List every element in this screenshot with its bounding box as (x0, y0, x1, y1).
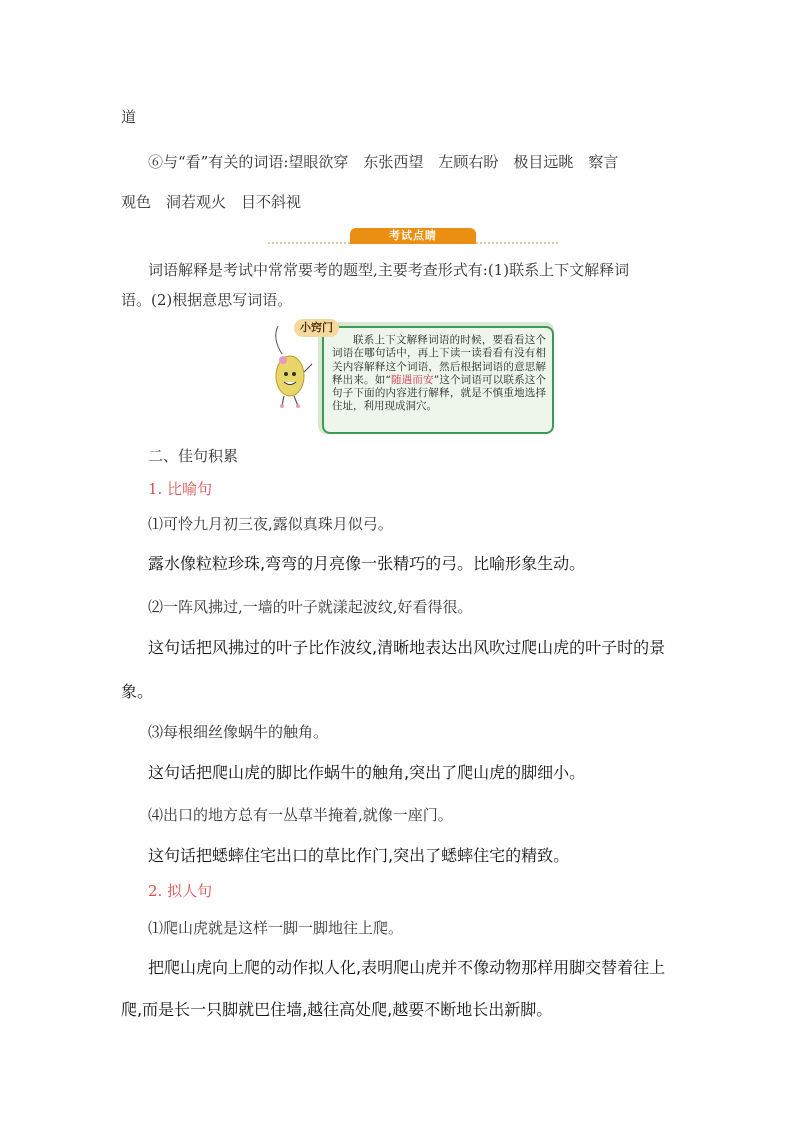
tip-body (322, 326, 554, 434)
look-words-line-1: ⑥与“看”有关的词语:望眼欲穿 东张西望 左顾右盼 极目远眺 察言 (148, 153, 619, 171)
tip-highlight-term: 随遇而安 (390, 373, 434, 386)
subsection-heading-metaphor: 1. 比喻句 (148, 480, 213, 498)
example-sentence: ⑶每根细丝像蜗牛的触角。 (148, 723, 329, 741)
look-words-line-2: 观色 洞若观火 目不斜视 (121, 193, 302, 211)
exam-paragraph-line-1: 词语解释是考试中常常要考的题型,主要考查形式有:(1)联系上下文解释词 (148, 261, 630, 279)
example-analysis: 这句话把爬山虎的脚比作蜗牛的触角,突出了爬山虎的脚细小。 (148, 763, 586, 782)
example-analysis: 这句话把风拂过的叶子比作波纹,清晰地表达出风吹过爬山虎的叶子时的景 (148, 638, 666, 657)
exam-highlight-banner (268, 228, 558, 246)
example-analysis-continued: 象。 (121, 682, 154, 701)
example-sentence: ⑷出口的地方总有一丛草半掩着,就像一座门。 (148, 806, 453, 824)
example-sentence: ⑴爬山虎就是这样一脚一脚地往上爬。 (148, 919, 404, 937)
exam-paragraph-line-2: 语。(2)根据意思写词语。 (121, 291, 293, 309)
paragraph-fragment: 道 (121, 108, 137, 126)
tip-label: 小窍门 (294, 319, 339, 337)
subsection-heading-personification: 2. 拟人句 (148, 882, 213, 900)
tip-callout (268, 318, 558, 436)
example-analysis-continued: 爬,而是长一只脚就巴住墙,越往高处爬,越要不断地长出新脚。 (121, 1000, 553, 1019)
example-analysis: 这句话把蟋蟀住宅出口的草比作门,突出了蟋蟀住宅的精致。 (148, 846, 570, 865)
tip-text-before: 联系上下文解释词语的时候，要看看这个词语在哪句话中，再上下读一读看看有没有相关内容解释这个词语，然后根据词语的意思解释出来。如“ (332, 334, 546, 386)
example-sentence: ⑴可怜九月初三夜,露似真珠月似弓。 (148, 515, 393, 533)
tip-text-after: ”这个词语可以联系这个句子下面的内容进行解释，就是不慎重地选择住址，利用现成洞穴。 (332, 373, 546, 413)
exam-highlight-label: 考试点睛 (350, 228, 476, 244)
example-sentence: ⑵一阵风拂过,一墙的叶子就漾起波纹,好看得很。 (148, 598, 473, 616)
example-analysis: 把爬山虎向上爬的动作拟人化,表明爬山虎并不像动物那样用脚交替着往上 (148, 958, 666, 977)
example-analysis: 露水像粒粒珍珠,弯弯的月亮像一张精巧的弓。比喻形象生动。 (148, 554, 586, 573)
section-heading: 二、佳句积累 (148, 447, 239, 465)
